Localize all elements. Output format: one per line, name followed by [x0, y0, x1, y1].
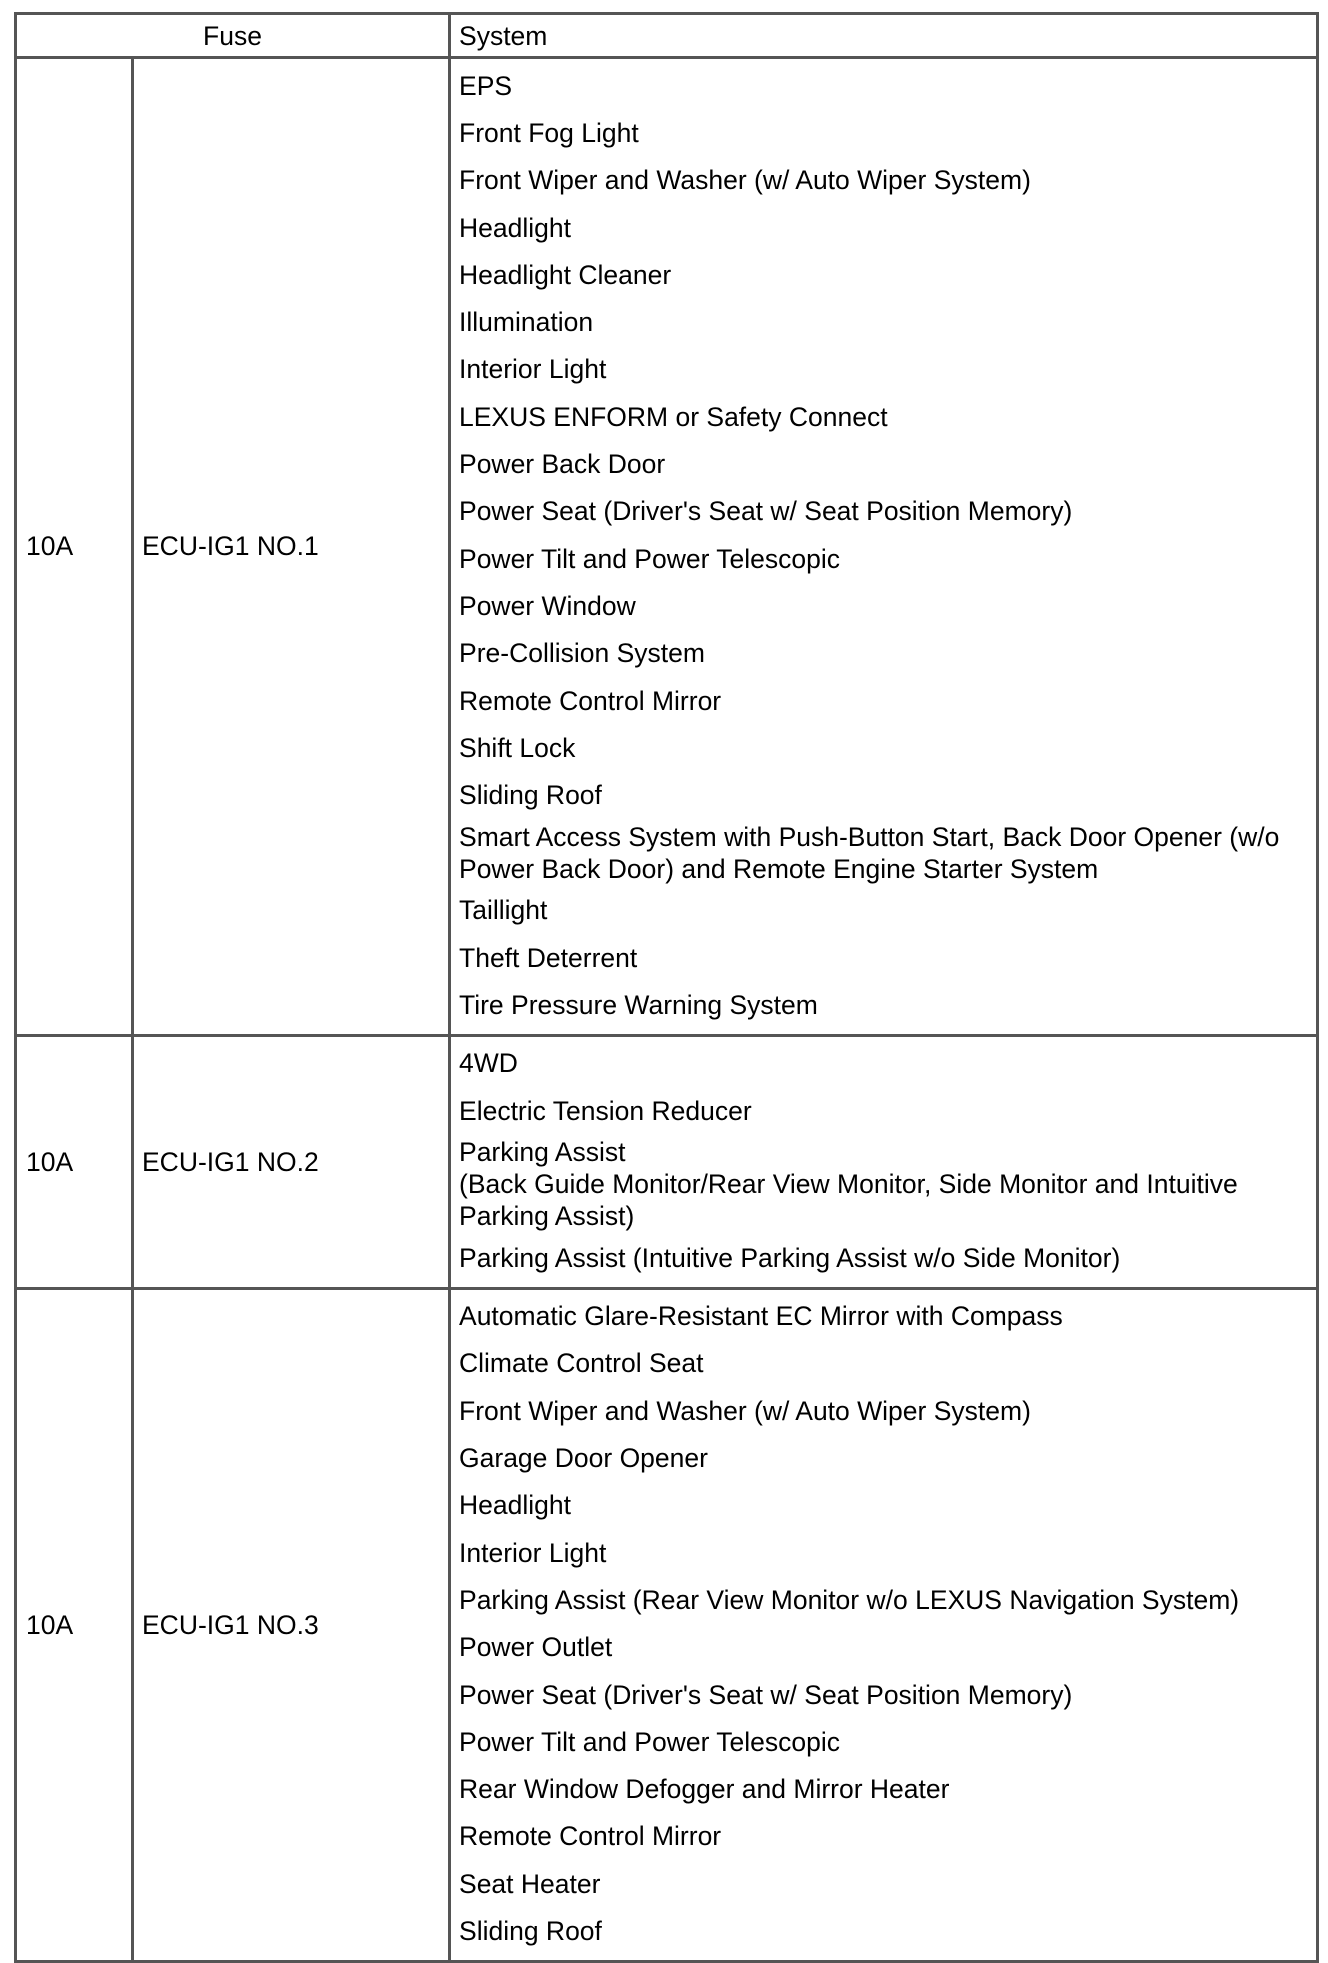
header-row	[16, 14, 1318, 58]
fuse-systems	[450, 1035, 1318, 1288]
system-item: Interior Light	[459, 1537, 607, 1568]
system-item: Parking Assist (Intuitive Parking Assist w/o Side Monitor)	[459, 1242, 1121, 1273]
system-item: Headlight	[459, 1490, 571, 1521]
fuse-systems	[450, 1288, 1318, 1961]
fuse-table	[14, 12, 1319, 1963]
fuse-name: ECU-IG1 NO.3	[133, 1288, 450, 1961]
system-item: Shift Lock	[459, 732, 576, 763]
fuse-systems	[450, 58, 1318, 1036]
system-item: Electric Tension Reducer	[459, 1095, 752, 1126]
system-item: Pre-Collision System	[459, 638, 705, 669]
system-item: Illumination	[459, 307, 594, 338]
system-item: Parking Assist (Rear View Monitor w/o LEXUS Navigation System)	[459, 1584, 1240, 1615]
system-item: Garage Door Opener	[459, 1443, 708, 1474]
system-item: Parking Assist (Back Guide Monitor/Rear View Monitor, Side Monitor and Intuitive Parking Assist)	[459, 1137, 1238, 1232]
system-item: Front Wiper and Washer (w/ Auto Wiper System)	[459, 165, 1031, 196]
table-row	[16, 1035, 1318, 1288]
table-header	[16, 14, 1318, 58]
system-item: Climate Control Seat	[459, 1348, 704, 1379]
system-item: Power Tilt and Power Telescopic	[459, 1726, 841, 1757]
system-item: EPS	[459, 70, 513, 101]
system-item: Theft Deterrent	[459, 942, 638, 973]
header-fuse: Fuse	[16, 14, 450, 58]
fuse-amperage: 10A	[16, 58, 133, 1036]
fuse-name: ECU-IG1 NO.1	[133, 58, 450, 1036]
system-item: Tire Pressure Warning System	[459, 989, 818, 1020]
system-item: Taillight	[459, 895, 548, 926]
system-item: Power Tilt and Power Telescopic	[459, 543, 841, 574]
system-item: Headlight	[459, 212, 571, 243]
fuse-name: ECU-IG1 NO.2	[133, 1035, 450, 1288]
system-item: Power Outlet	[459, 1632, 613, 1663]
system-item: Seat Heater	[459, 1868, 601, 1899]
system-item: Sliding Roof	[459, 1916, 602, 1947]
header-system: System	[450, 14, 1318, 58]
table-row	[16, 1288, 1318, 1961]
system-item: Automatic Glare-Resistant EC Mirror with Compass	[459, 1301, 1063, 1332]
system-item: Rear Window Defogger and Mirror Heater	[459, 1774, 950, 1805]
system-item: LEXUS ENFORM or Safety Connect	[459, 401, 888, 432]
fuse-amperage: 10A	[16, 1288, 133, 1961]
system-item: Front Wiper and Washer (w/ Auto Wiper System)	[459, 1395, 1031, 1426]
system-item: Remote Control Mirror	[459, 1821, 722, 1852]
system-item: Headlight Cleaner	[459, 259, 672, 290]
system-item: Power Window	[459, 590, 636, 621]
system-item: Remote Control Mirror	[459, 685, 722, 716]
system-item: Sliding Roof	[459, 780, 602, 811]
system-item: Power Seat (Driver's Seat w/ Seat Position Memory)	[459, 1679, 1073, 1710]
system-item: 4WD	[459, 1048, 518, 1079]
system-item: Power Back Door	[459, 449, 666, 480]
system-item: Power Seat (Driver's Seat w/ Seat Position Memory)	[459, 496, 1073, 527]
system-item: Interior Light	[459, 354, 607, 385]
table-row	[16, 58, 1318, 1036]
system-item: Front Fog Light	[459, 117, 639, 148]
fuse-amperage: 10A	[16, 1035, 133, 1288]
table-body	[16, 58, 1318, 1962]
system-item: Smart Access System with Push-Button Start, Back Door Opener (w/o Power Back Door) and Remote Engine Starter System	[459, 821, 1280, 884]
